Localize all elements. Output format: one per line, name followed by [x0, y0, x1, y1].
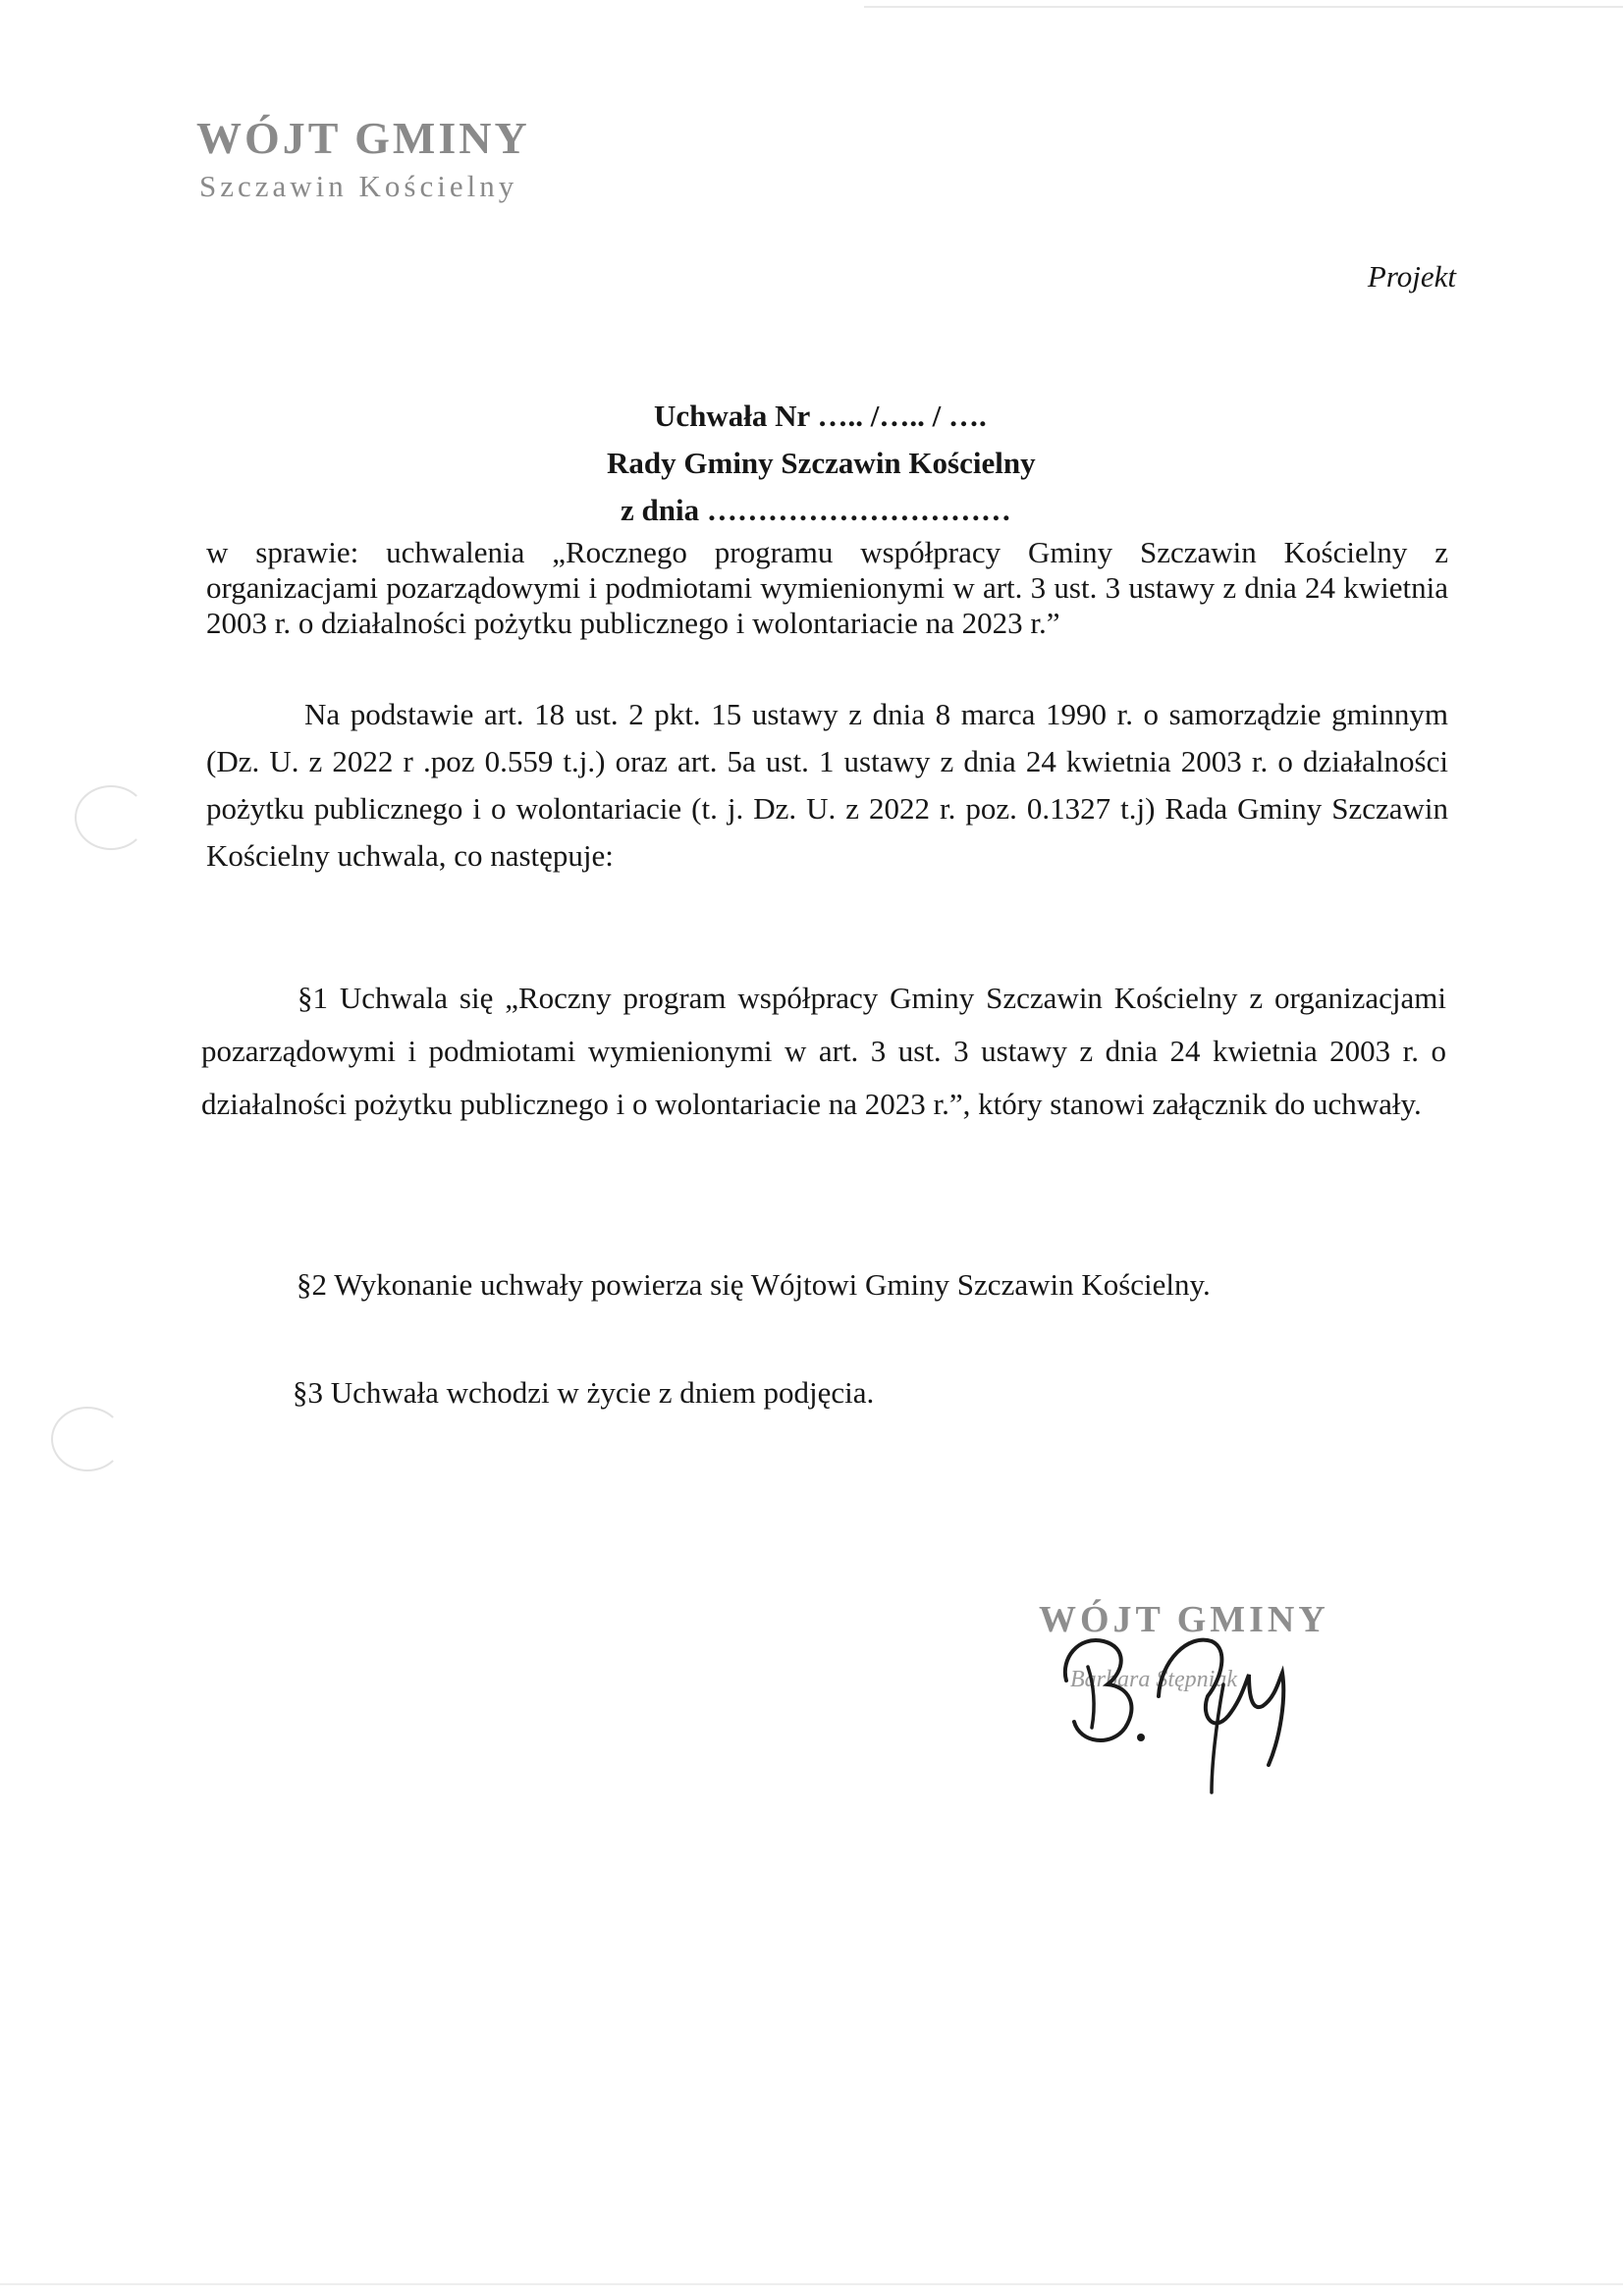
handwritten-signature: [1039, 1590, 1324, 1796]
punch-hole-mark: [51, 1407, 124, 1471]
resolution-date: z dnia …………………………: [621, 493, 1011, 527]
resolution-subject: w sprawie: uchwalenia „Rocznego programu współpracy Gminy Szczawin Kościelny z organizacjami pozarządowymi i podmiotami wymienionymi w art. 3 ust. 3 ustawy z dnia 24 kwietnia 2003 r. o działalności pożytku publicznego i wolontariacie na 2023 r.”: [206, 535, 1448, 640]
header-stamp-municipality: Szczawin Kościelny: [199, 169, 518, 203]
signature-stamp-title: WÓJT GMINY: [1039, 1599, 1329, 1640]
signature-stamp: [1039, 1590, 1329, 1796]
legal-basis: Na podstawie art. 18 ust. 2 pkt. 15 ustawy z dnia 8 marca 1990 r. o samorządzie gminnym (Dz. U. z 2022 r .poz 0.559 t.j.) oraz art. 5a ust. 1 ustawy z dnia 24 kwietnia 2003 r. o działalności pożytku publicznego i o wolontariacie (t. j. Dz. U. z 2022 r. poz. 0.1327 t.j) Rada Gminy Szczawin Kościelny uchwala, co następuje:: [206, 697, 1448, 873]
section-3: §3 Uchwała wchodzi w życie z dniem podjęcia.: [293, 1375, 875, 1410]
resolution-title: [607, 393, 1036, 534]
resolution-number: Uchwała Nr ….. /….. / ….: [654, 399, 987, 433]
header-stamp: [196, 113, 530, 203]
scan-edge-bottom: [0, 2283, 1623, 2285]
scan-edge-top: [864, 6, 1623, 8]
resolution-council: Rady Gminy Szczawin Kościelny: [607, 446, 1036, 480]
signature-stamp-name: Barbara Stępniak: [1070, 1667, 1237, 1692]
draft-label: Projekt: [1367, 259, 1456, 294]
section-1: §1 Uchwala się „Roczny program współpracy Gminy Szczawin Kościelny z organizacjami pozarządowymi i podmiotami wymienionymi w art. 3 ust. 3 ustawy z dnia 24 kwietnia 2003 r. o działalności pożytku publicznego i o wolontariacie na 2023 r.”, który stanowi załącznik do uchwały.: [201, 981, 1446, 1121]
header-stamp-title: WÓJT GMINY: [196, 113, 530, 163]
punch-hole-mark: [75, 785, 147, 850]
section-2: §2 Wykonanie uchwały powierza się Wójtowi Gminy Szczawin Kościelny.: [297, 1267, 1211, 1302]
